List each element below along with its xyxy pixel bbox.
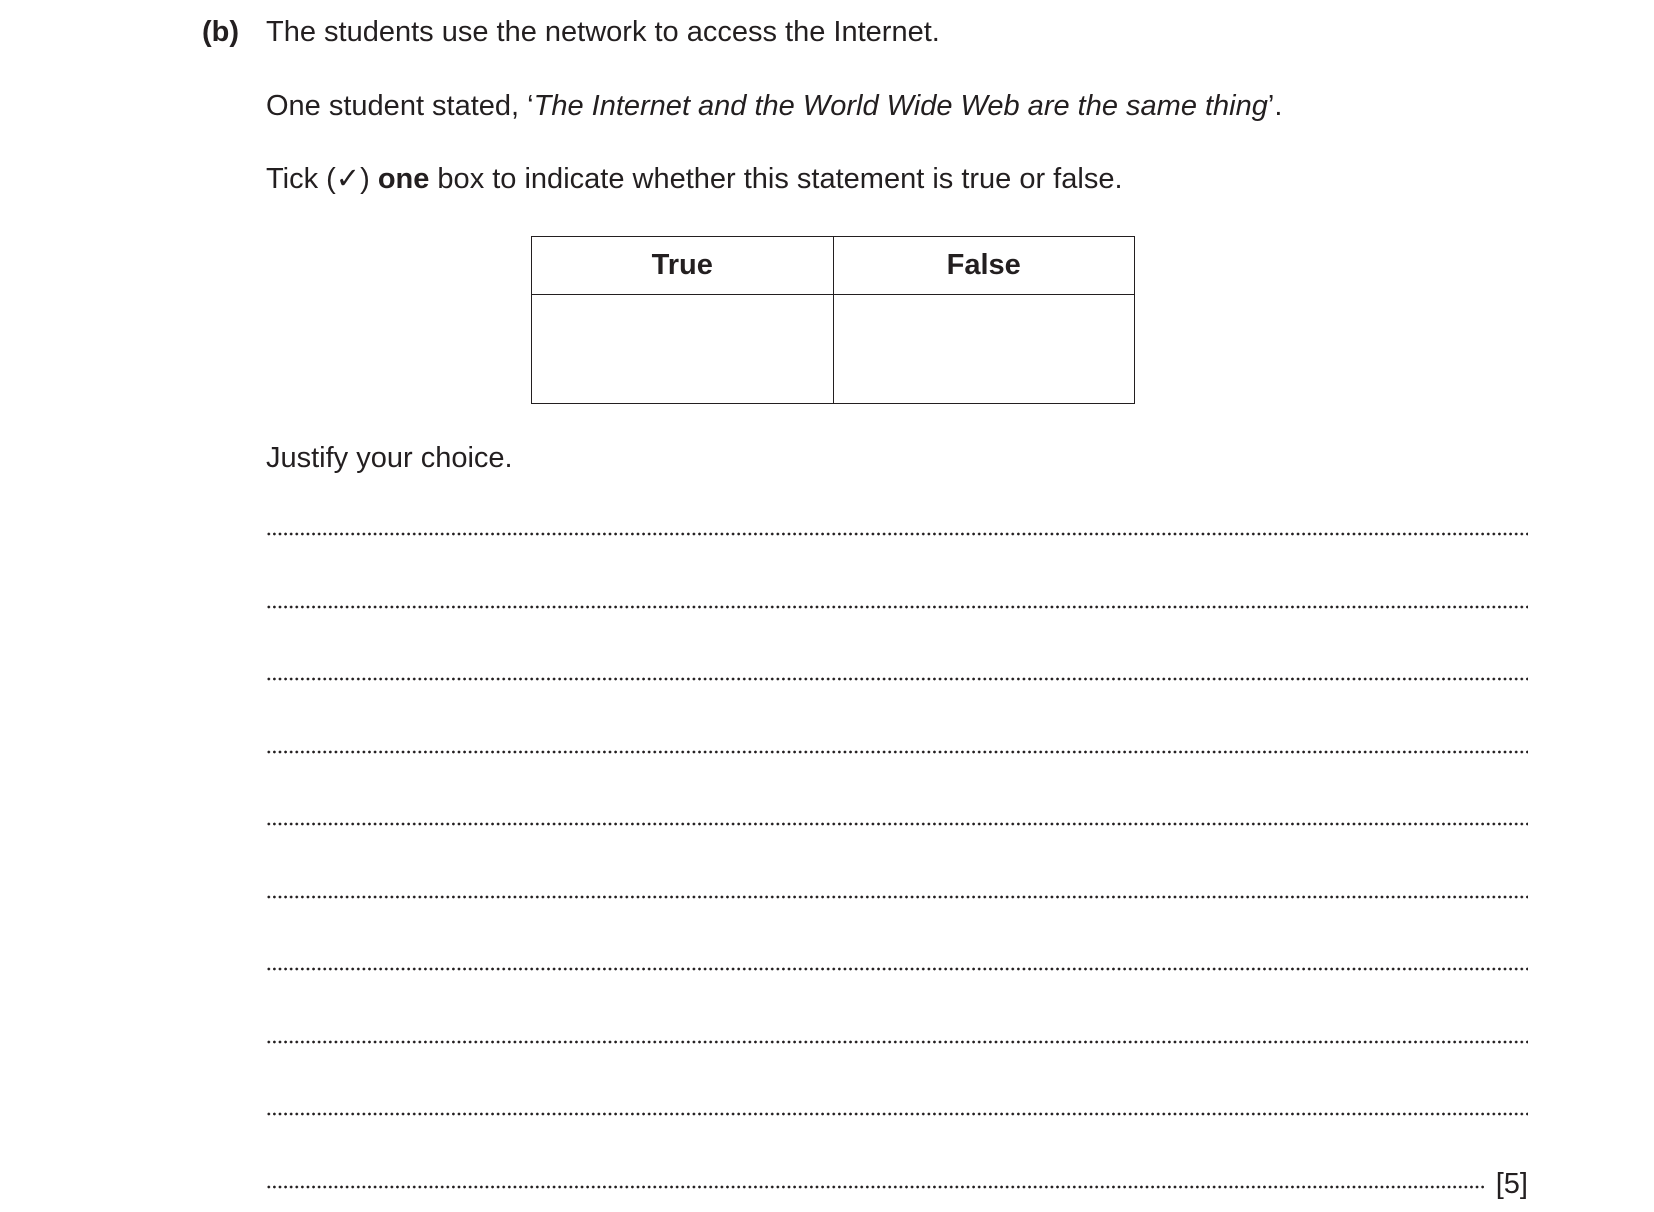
answer-line[interactable] — [266, 605, 1528, 609]
statement-suffix: ’. — [1267, 90, 1283, 122]
answer-line[interactable] — [266, 1040, 1528, 1044]
instruction-suffix: box to indicate whether this statement is true or false. — [429, 163, 1123, 195]
answer-line[interactable] — [266, 532, 1528, 536]
header-false: False — [833, 237, 1135, 295]
answer-line[interactable] — [266, 895, 1528, 899]
answer-line[interactable] — [266, 1112, 1528, 1116]
answer-area[interactable] — [266, 0, 1528, 1212]
instruction-prefix: Tick (✓) — [266, 163, 378, 195]
header-true: True — [532, 237, 834, 295]
question-label: (b) — [202, 16, 240, 48]
answer-line[interactable] — [266, 1185, 1484, 1189]
statement-prefix: One student stated, ‘ — [266, 90, 534, 122]
justify-prompt: Justify your choice. — [266, 442, 513, 474]
instruction-emphasis: one — [377, 163, 430, 195]
answer-line[interactable] — [266, 677, 1528, 681]
answer-line[interactable] — [266, 750, 1528, 754]
statement-quote: The Internet and the World Wide Web are the same thing — [533, 90, 1268, 122]
marks-allocation: [5] — [1495, 1168, 1528, 1200]
answer-line[interactable] — [266, 822, 1528, 826]
question-intro: The students use the network to access the Internet. — [266, 16, 940, 48]
answer-line[interactable] — [266, 967, 1528, 971]
